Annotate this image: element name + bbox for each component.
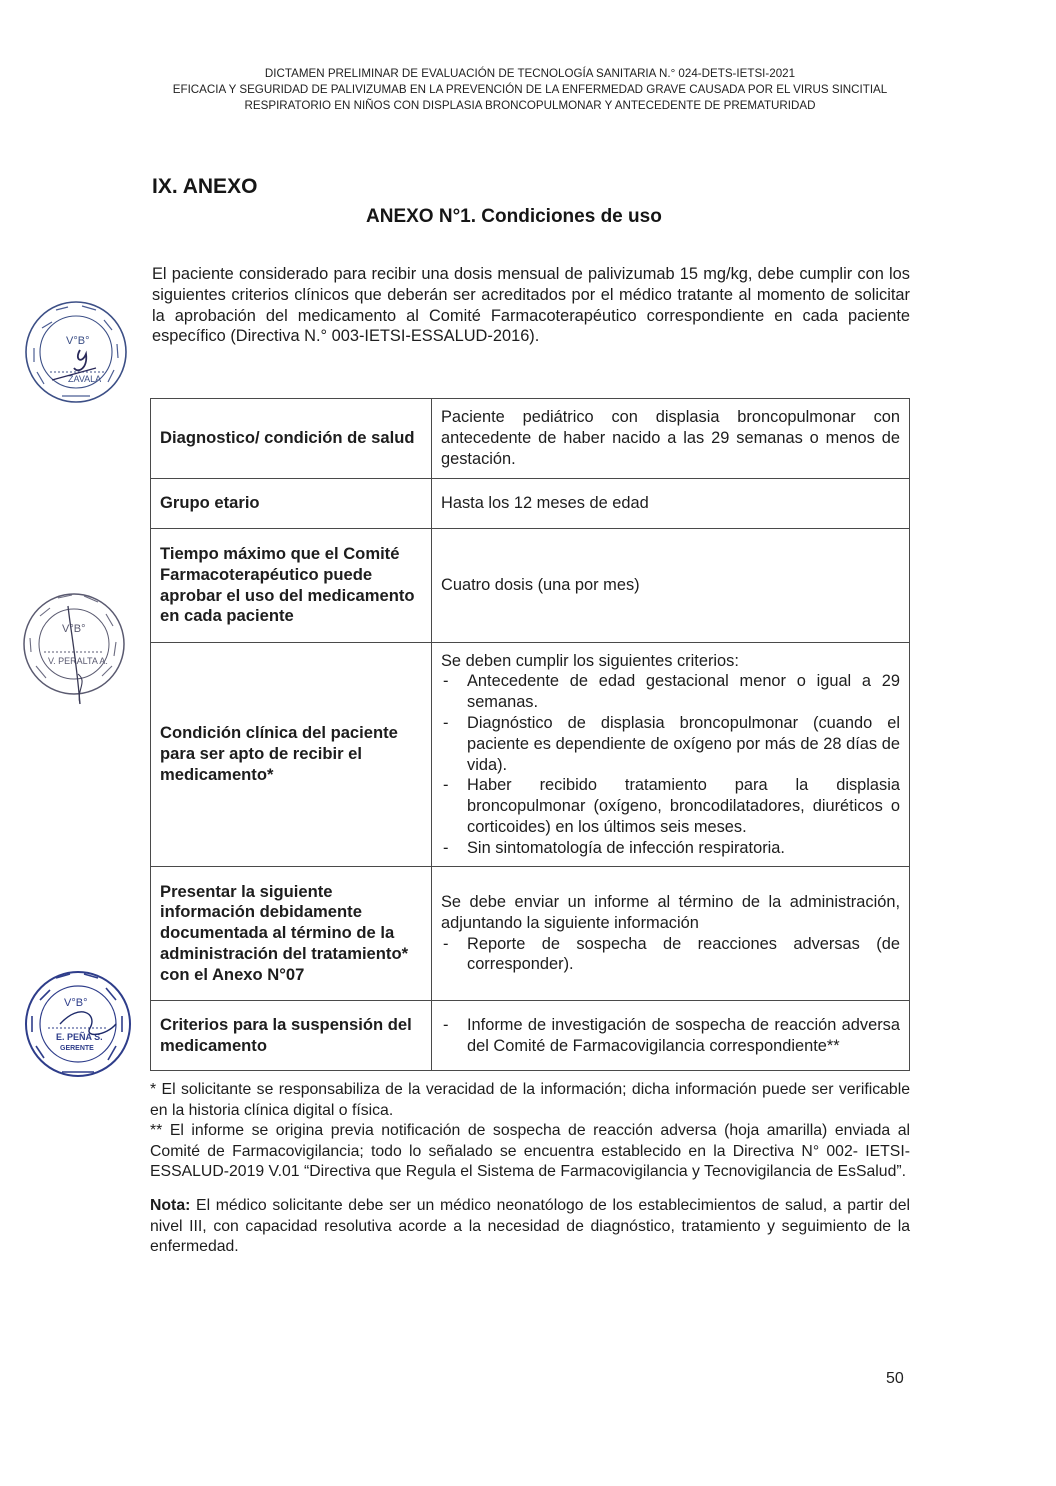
approval-stamp-zavala xyxy=(22,298,130,408)
row-value-diagnostico: Paciente pediátrico con displasia broncopulmonar con antecedente de haber nacido a las 29 semanas o menos de gestación. xyxy=(432,399,910,479)
document-header xyxy=(150,66,910,114)
table-row xyxy=(151,399,910,479)
page-number: 50 xyxy=(886,1370,904,1387)
header-line-2: EFICACIA Y SEGURIDAD DE PALIVIZUMAB EN LA PREVENCIÓN DE LA ENFERMEDAD GRAVE CAUSADA POR EL VIRUS SINCITIAL xyxy=(172,83,888,96)
row-label-informacion: Presentar la siguiente información debidamente documentada al término de la administración del tratamiento* con el Anexo N°07 xyxy=(151,867,432,1001)
footnote-1: * El solicitante se responsabiliza de la veracidad de la información; dicha información puede ser verificable en la historia clínica digital o física. xyxy=(150,1081,910,1119)
table-row xyxy=(151,1001,910,1071)
nota-label: Nota: xyxy=(150,1196,191,1214)
svg-text:V. PERALTA A.: V. PERALTA A. xyxy=(48,656,108,666)
svg-text:GERENTE: GERENTE xyxy=(60,1045,94,1052)
row-label-suspension: Criterios para la suspensión del medicamento xyxy=(151,1001,432,1071)
svg-text:V°B°: V°B° xyxy=(64,997,88,1009)
svg-text:V°B°: V°B° xyxy=(62,623,86,635)
row-value-grupo-etario: Hasta los 12 meses de edad xyxy=(432,479,910,529)
approval-stamp-pena xyxy=(20,966,136,1084)
intro-paragraph: El paciente considerado para recibir una dosis mensual de palivizumab 15 mg/kg, debe cumplir con los siguientes criterios clínicos que deberán ser acreditados por el médico tratante al momento de solicitar la aprobación del medicamento al Comité Farmacoterapéutico correspondiente en cada paciente específico (Directiva N.° 003-IETSI-ESSALUD-2016). xyxy=(152,265,910,346)
list-item: - Informe de investigación de sospecha de reacción adversa del Comité de Farmacovigilancia correspondiente** xyxy=(441,1015,900,1057)
criteria-intro: Se deben cumplir los siguientes criterios: xyxy=(441,651,739,670)
list-item: - Diagnóstico de displasia broncopulmonar (cuando el paciente es dependiente de oxígeno por más de 28 días de vida). xyxy=(441,713,900,775)
nota-text: El médico solicitante debe ser un médico neonatólogo de los establecimientos de salud, a partir del nivel III, con capacidad resolutiva acorde a la necesidad de diagnóstico, tratamiento y seguimiento de la enfermedad. xyxy=(150,1196,910,1256)
conditions-of-use-table xyxy=(150,398,910,1071)
row-value-informacion xyxy=(432,867,910,1001)
header-line-3: RESPIRATORIO EN NIÑOS CON DISPLASIA BRONCOPULMONAR Y ANTECEDENTE DE PREMATURIDAD xyxy=(244,99,816,112)
criteria-list xyxy=(441,671,900,858)
information-intro: Se debe enviar un informe al término de la administración, adjuntando la siguiente información xyxy=(441,892,900,932)
section-title: IX. ANEXO xyxy=(152,175,258,198)
suspension-list xyxy=(441,1015,900,1057)
approval-stamp-peralta xyxy=(18,586,130,710)
list-item: - Antecedente de edad gestacional menor o igual a 29 semanas. xyxy=(441,671,900,713)
list-item: - Sin sintomatología de infección respiratoria. xyxy=(441,838,900,859)
svg-text:E. PEÑA S.: E. PEÑA S. xyxy=(56,1032,103,1042)
table-row xyxy=(151,479,910,529)
footnote-2: ** El informe se origina previa notificación de sospecha de reacción adversa (hoja amarilla) enviada al Comité de Farmacovigilancia; todo lo señalado se encuentra establecido en la Directiva N° 002- IETSI-ESSALUD-2019 V.01 “Directiva que Regula el Sistema de Farmacovigilancia y Tecnovigilancia de EsSalud”. xyxy=(150,1122,910,1181)
nota-paragraph xyxy=(150,1196,910,1258)
footnotes xyxy=(150,1080,910,1258)
row-label-diagnostico: Diagnostico/ condición de salud xyxy=(151,399,432,479)
row-label-grupo-etario: Grupo etario xyxy=(151,479,432,529)
row-label-tiempo-maximo: Tiempo máximo que el Comité Farmacoterapéutico puede aprobar el uso del medicamento en cada paciente xyxy=(151,529,432,643)
svg-text:ZAVALA: ZAVALA xyxy=(68,374,102,384)
table-row xyxy=(151,643,910,867)
row-value-tiempo-maximo: Cuatro dosis (una por mes) xyxy=(432,529,910,643)
table-row xyxy=(151,867,910,1001)
information-list xyxy=(441,934,900,976)
row-value-suspension xyxy=(432,1001,910,1071)
row-value-condicion-clinica xyxy=(432,643,910,867)
list-item: - Haber recibido tratamiento para la displasia broncopulmonar (oxígeno, broncodilatadores, diuréticos o corticoides) en los últimos seis meses. xyxy=(441,775,900,837)
row-label-condicion-clinica: Condición clínica del paciente para ser apto de recibir el medicamento* xyxy=(151,643,432,867)
table-row xyxy=(151,529,910,643)
header-line-1: DICTAMEN PRELIMINAR DE EVALUACIÓN DE TECNOLOGÍA SANITARIA N.° 024-DETS-IETSI-2021 xyxy=(264,67,796,80)
annex-title: ANEXO N°1. Condiciones de uso xyxy=(366,206,662,227)
list-item: - Reporte de sospecha de reacciones adversas (de corresponder). xyxy=(441,934,900,976)
svg-text:V°B°: V°B° xyxy=(66,335,90,347)
